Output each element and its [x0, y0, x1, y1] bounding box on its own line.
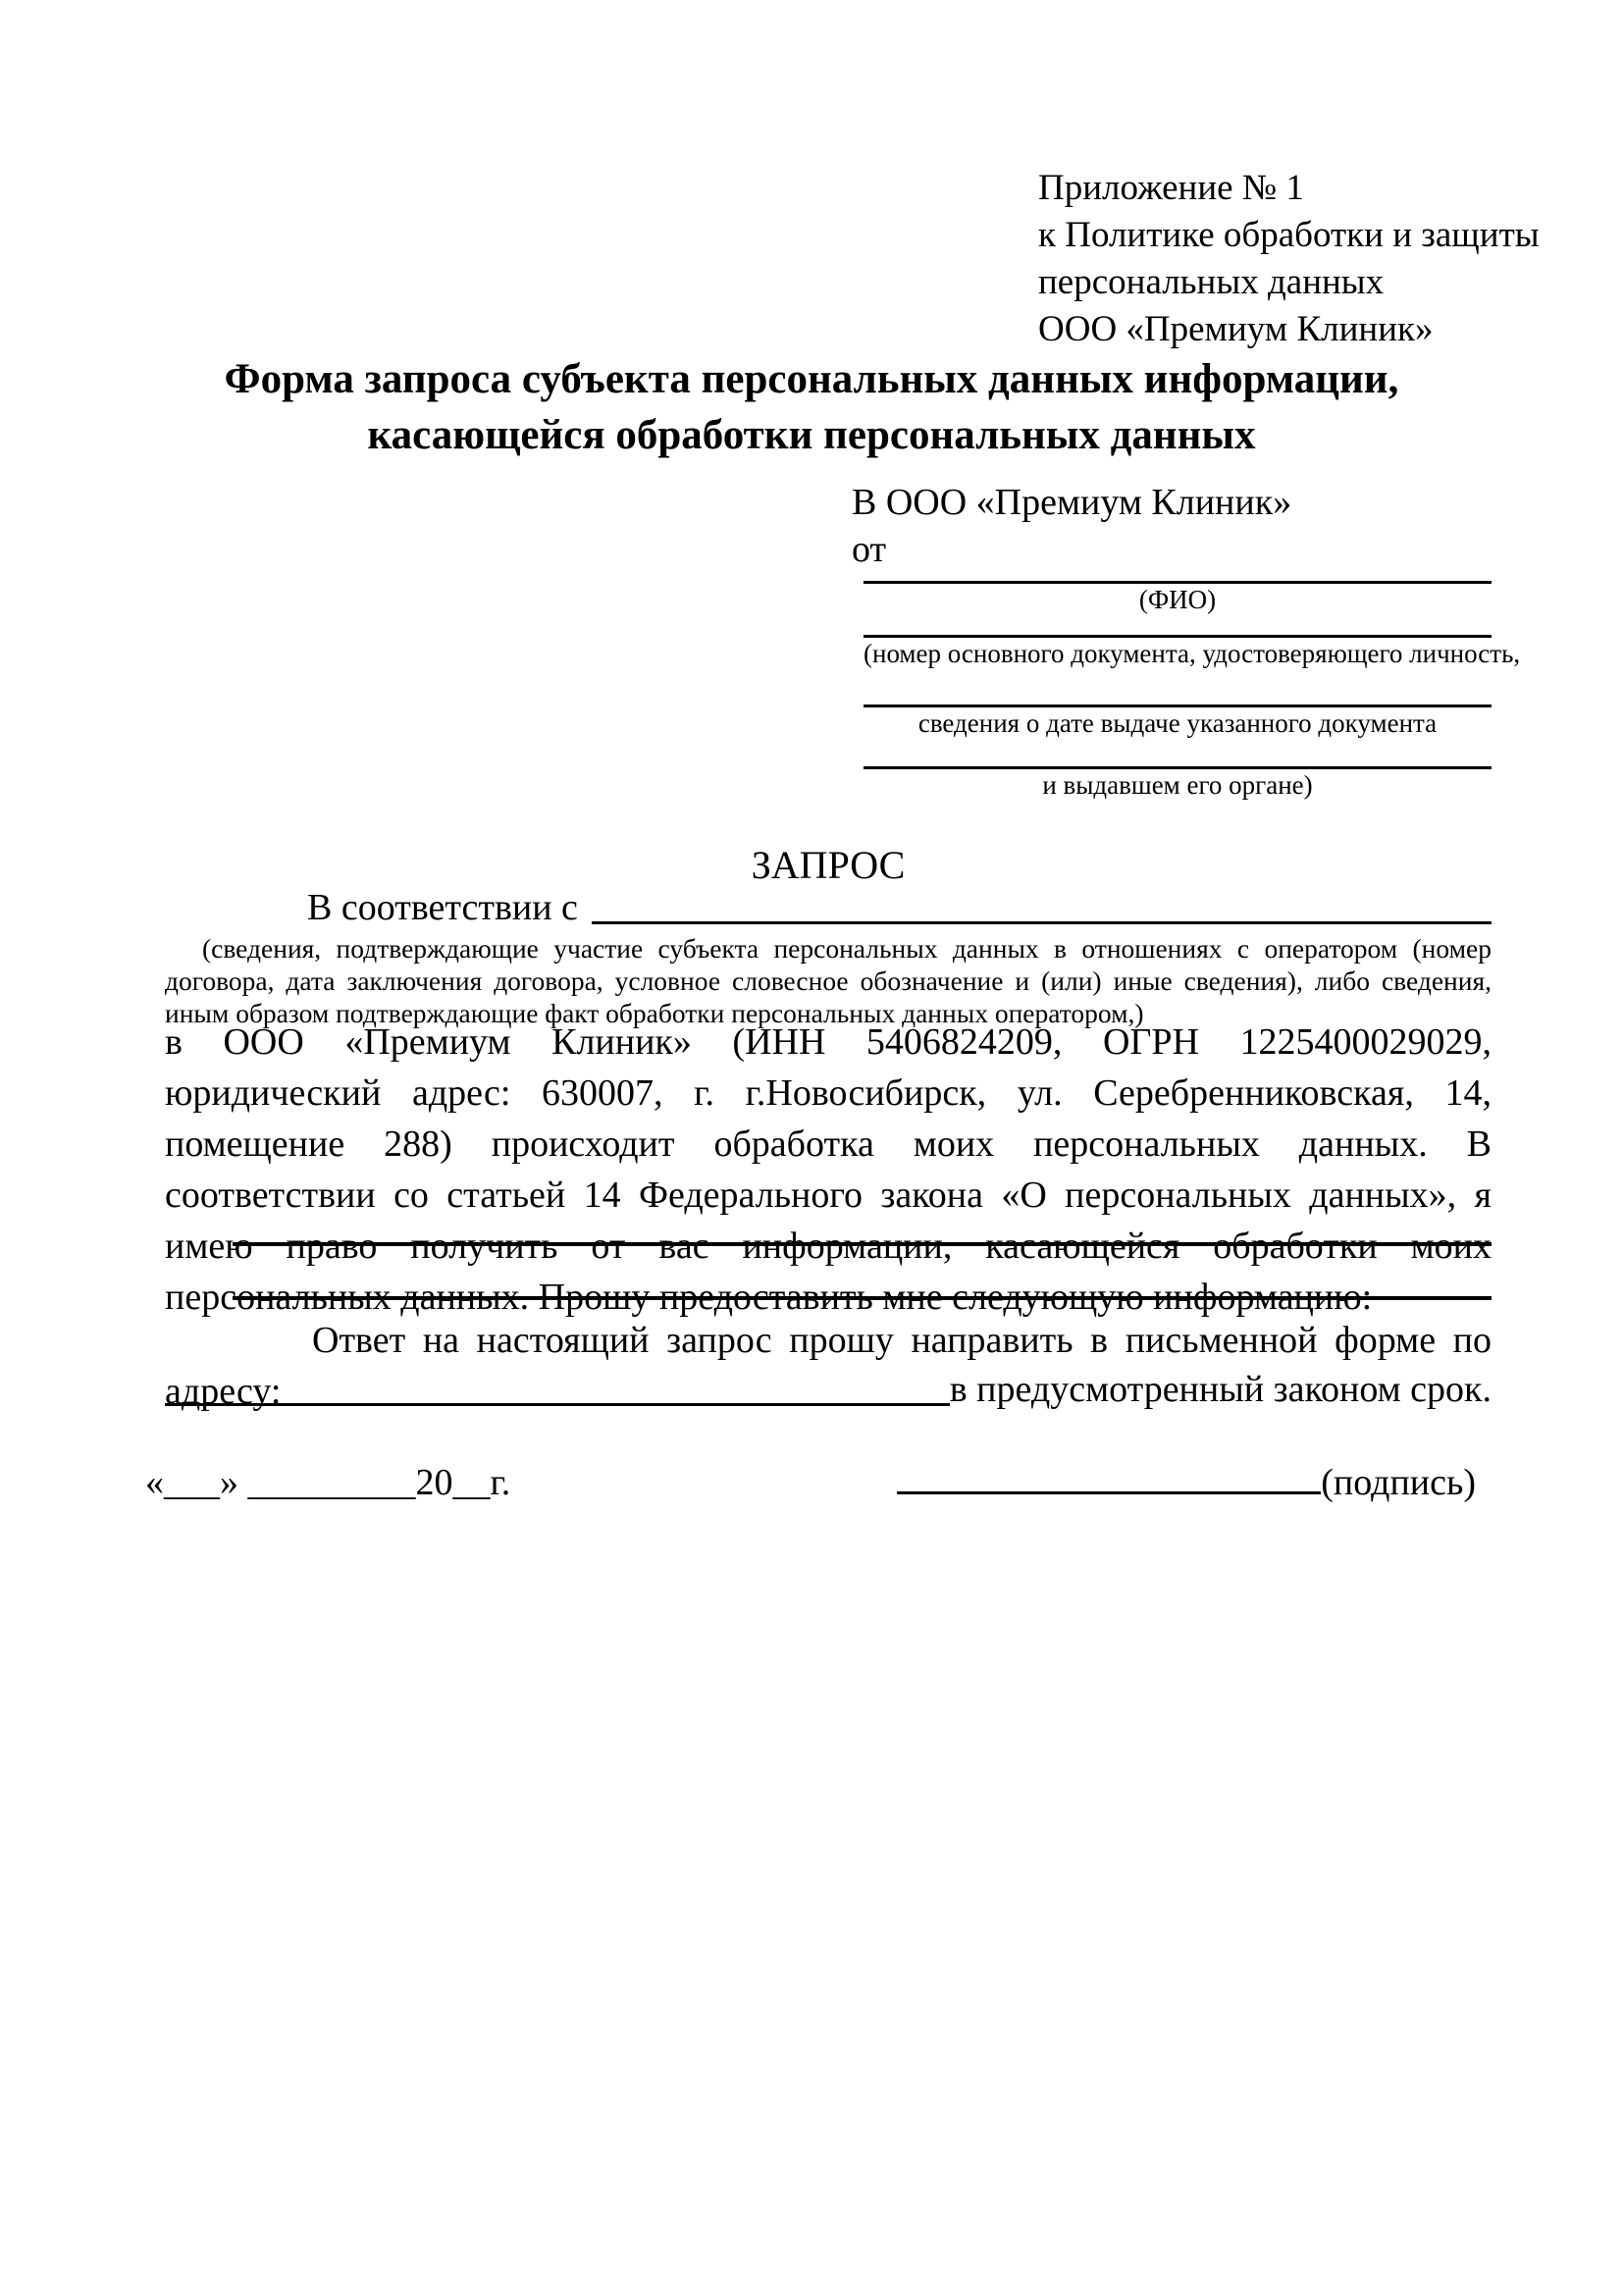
- fio-field: [864, 573, 1492, 615]
- basis-input-line[interactable]: [592, 886, 1492, 924]
- document-issuer-caption: и выдавшем его органе): [1042, 770, 1313, 800]
- intro-prefix: В соответствии с: [307, 887, 578, 928]
- appendix-note: [1038, 165, 1540, 353]
- document-number-field: [864, 615, 1521, 669]
- page-title-line: касающейся обработки персональных данных: [367, 412, 1256, 458]
- document-number-caption: (номер основного документа, удостоверяющего личность,: [864, 639, 1521, 668]
- document-number-input-line[interactable]: [864, 615, 1492, 638]
- appendix-note-line: к Политике обработки и защиты: [1038, 215, 1540, 255]
- date-field[interactable]: «___» _________20__г.: [145, 1462, 511, 1503]
- reply-suffix: в предусмотренный законом срок.: [949, 1369, 1492, 1410]
- request-intro-row: [165, 886, 1492, 929]
- recipient-to: В ООО «Премиум Клиник»: [852, 482, 1292, 523]
- recipient-block: [852, 479, 1521, 801]
- document-issuer-input-line[interactable]: [864, 739, 1492, 769]
- document-issue-date-caption: сведения о дате выдаче указанного документа: [917, 708, 1438, 738]
- signature-caption: (подпись): [1321, 1462, 1476, 1503]
- page-title-line: Форма запроса субъекта персональных данных информации,: [224, 356, 1399, 402]
- fio-caption: (ФИО): [1138, 585, 1217, 614]
- reply-instruction: Ответ на настоящий запрос прошу направить в письменной форме по адресу:: [165, 1320, 1492, 1412]
- request-body: в ООО «Премиум Клиник» (ИНН 5406824209, ОГРН 1225400029029, юридический адрес: 630007, г. г.Новосибирск, ул. Серебренниковская, 14, помещение 288) происходит обработка моих персональных данных. В соответствии со статьей 14 Федерального закона «О персональных данных», я имею право получить от вас информации, касающейся обработки моих персональных данных. Прошу предоставить мне следующую информацию:: [165, 1021, 1492, 1318]
- reply-address-row: [165, 1368, 1492, 1411]
- fio-input-line[interactable]: [864, 573, 1492, 584]
- appendix-note-line: ООО «Премиум Клиник»: [1038, 309, 1434, 349]
- recipient-from-label: от: [852, 529, 887, 570]
- document-issue-date-field: [864, 669, 1492, 739]
- page-title: [98, 351, 1525, 463]
- intro-footnote: (сведения, подтверждающие участие субъекта персональных данных в отношениях с оператором (номер договора, дата заключения договора, условное словесное обозначение и (или) иные сведения), либо сведения, иным образом подтверждающие факт обработки персональных данных оператором,): [165, 933, 1492, 1028]
- appendix-note-line: персональных данных: [1038, 262, 1385, 302]
- appendix-note-line: Приложение № 1: [1038, 168, 1304, 208]
- request-heading: ЗАПРОС: [751, 843, 906, 887]
- address-input-line[interactable]: [165, 1368, 950, 1406]
- signature-input-line[interactable]: [897, 1458, 1321, 1494]
- info-input-line-2[interactable]: [233, 1296, 1492, 1300]
- document-issue-date-input-line[interactable]: [864, 669, 1492, 707]
- info-input-line-1[interactable]: [233, 1242, 1492, 1246]
- document-issuer-field: [864, 739, 1492, 801]
- footer-row: [145, 1458, 1476, 1504]
